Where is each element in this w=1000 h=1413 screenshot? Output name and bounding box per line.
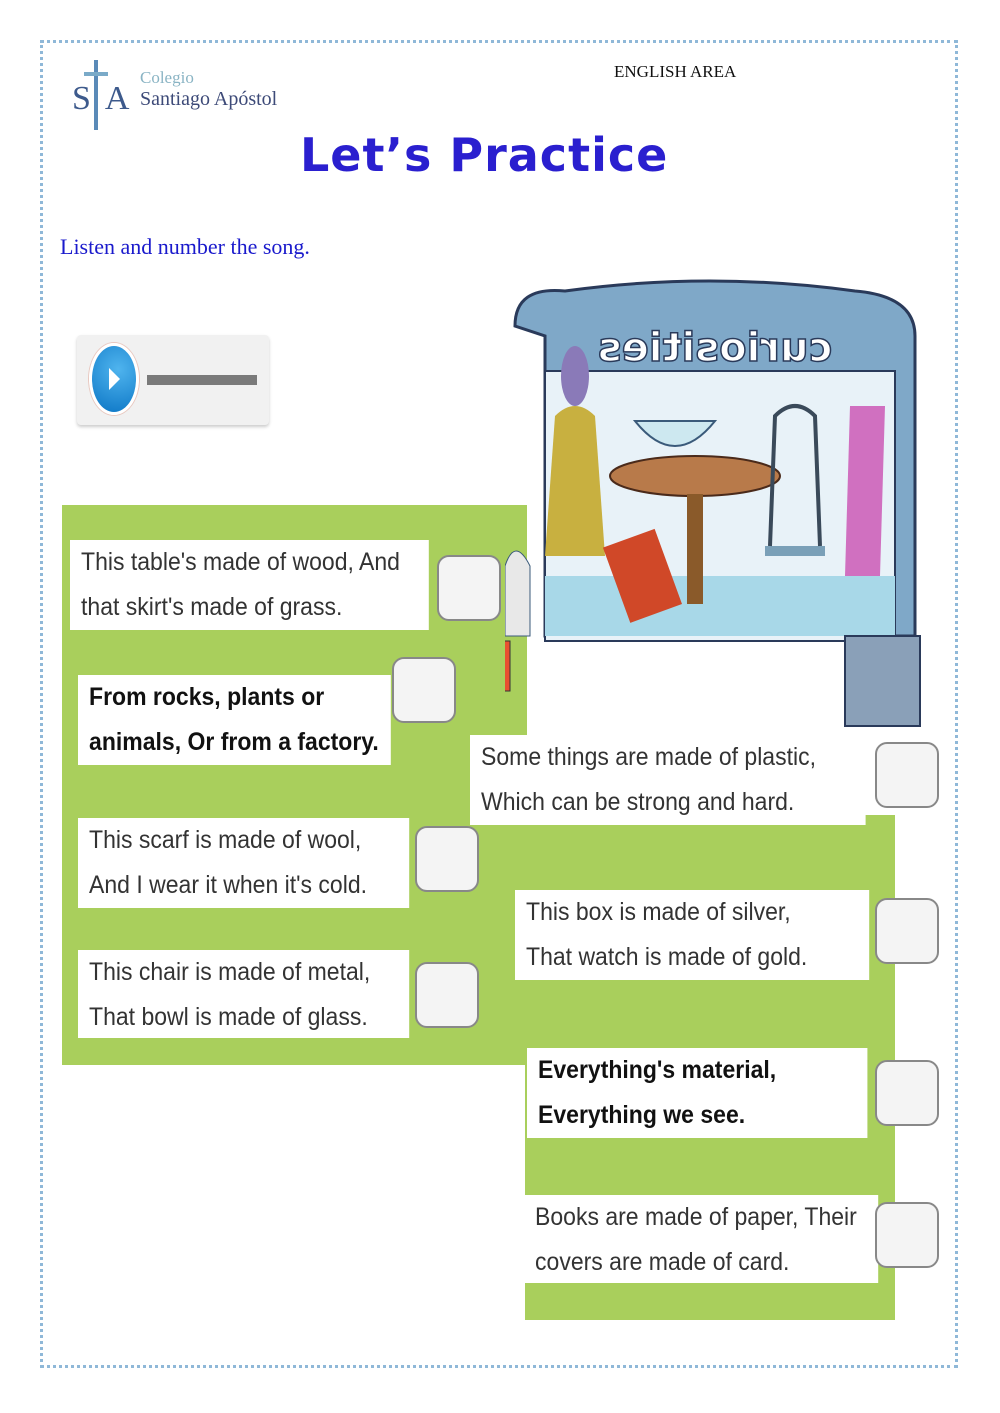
line-text: that skirt's made of grass.: [81, 593, 343, 621]
song-line-3: [470, 735, 866, 825]
audio-player[interactable]: [77, 335, 269, 425]
number-input-7[interactable]: [875, 1060, 939, 1126]
line-text: This box is made of silver,: [526, 898, 791, 926]
number-input-4[interactable]: [415, 826, 479, 892]
line-text: That watch is made of gold.: [526, 943, 808, 971]
song-line-8: [524, 1195, 878, 1283]
line-text: Some things are made of plastic,: [481, 743, 816, 771]
line-text: From rocks, plants or: [89, 683, 325, 711]
song-line-2: [78, 675, 391, 765]
line-text: covers are made of card.: [535, 1248, 790, 1276]
audio-progress-bar[interactable]: [147, 375, 257, 385]
line-text: Everything's material,: [538, 1056, 777, 1084]
line-text: This table's made of wood, And: [81, 548, 400, 576]
number-input-5[interactable]: [875, 898, 939, 964]
number-input-1[interactable]: [437, 555, 501, 621]
song-line-4: [78, 818, 409, 908]
number-input-6[interactable]: [415, 962, 479, 1028]
line-text: And I wear it when it's cold.: [89, 871, 368, 899]
number-input-2[interactable]: [392, 657, 456, 723]
area-label: ENGLISH AREA: [614, 62, 737, 81]
line-text: Books are made of paper, Their: [535, 1203, 857, 1231]
line-text: Everything we see.: [538, 1101, 746, 1129]
school-name: Santiago Apóstol: [140, 88, 278, 110]
song-line-7: [527, 1048, 867, 1138]
number-input-3[interactable]: [875, 742, 939, 808]
line-text: animals, Or from a factory.: [89, 728, 379, 756]
song-line-5: [515, 890, 869, 980]
page-title: Let’s Practice: [300, 128, 669, 182]
number-input-8[interactable]: [875, 1202, 939, 1268]
curiosities-shop-illustration: [505, 276, 925, 736]
instruction: Listen and number the song.: [60, 234, 310, 259]
line-text: Which can be strong and hard.: [481, 788, 795, 816]
song-line-1: [70, 540, 429, 630]
logo-letters: SA: [72, 80, 144, 117]
cross-bar: [84, 72, 108, 76]
play-icon[interactable]: [89, 343, 139, 415]
line-text: This chair is made of metal,: [89, 958, 371, 986]
line-text: That bowl is made of glass.: [89, 1003, 368, 1031]
song-line-6: [78, 950, 409, 1038]
shop-sign: curiosities: [597, 325, 833, 371]
school-small: Colegio: [140, 68, 194, 87]
line-text: This scarf is made of wool,: [89, 826, 362, 854]
